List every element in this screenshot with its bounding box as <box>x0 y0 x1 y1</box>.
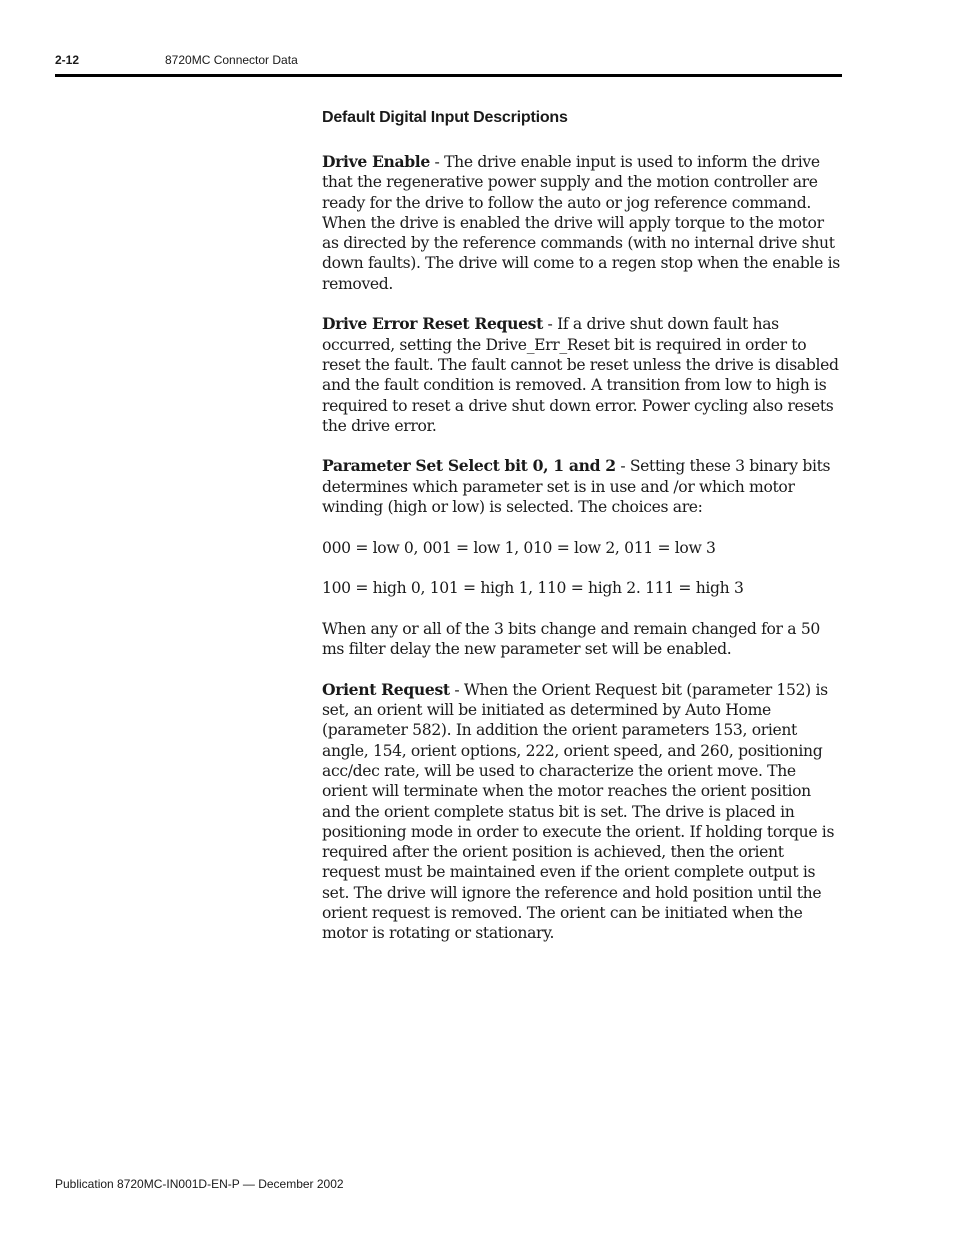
orient-request-term: Orient Request <box>322 679 450 699</box>
bit-change-note: When any or all of the 3 bits change and remain changed for a 50 ms filter delay the new parameter set will be enabled. <box>322 619 820 659</box>
page-footer: Publication 8720MC-IN001D-EN-P — December 2002 <box>55 1177 344 1191</box>
drive-error-reset-text: - If a drive shut down fault has occurred, setting the Drive_Err_Reset bit is required in order to reset the fault. The fault cannot be reset unless the drive is disabled and the fault condition is removed. A transition from low to high is required to reset a drive shut down error. Power cycling also resets the drive error. <box>322 315 839 435</box>
drive-enable-text: - The drive enable input is used to inform the drive that the regenerative power supply and the motion controller are ready for the drive to follow the auto or jog reference command. When the drive is enabled the drive will apply torque to the motor as directed by the reference commands (with no internal drive shut down faults). The drive will come to a regen stop when the enable is removed. <box>322 153 840 293</box>
orient-request-paragraph <box>322 680 842 944</box>
header-rule <box>55 74 842 77</box>
drive-error-reset-paragraph <box>322 314 842 436</box>
parameter-set-select-paragraph <box>322 456 842 517</box>
orient-request-text: - When the Orient Request bit (parameter 152) is set, an orient will be initiated as determined by Auto Home (parameter 582). In addition the orient parameters 153, orient angle, 154, orient options, 222, orient speed, and 260, positioning acc/dec rate, will be used to characterize the orient move. The orient will terminate when the motor reaches the orient position and the orient complete status bit is set. The drive is placed in positioning mode in order to execute the orient. If holding torque is required after the orient position is achieved, then the orient request must be maintained even if the orient complete output is set. The drive will ignore the reference and hold position until the orient request is removed. The orient can be initiated when the motor is rotating or stationary. <box>322 680 835 943</box>
choices-low-line: 000 = low 0, 001 = low 1, 010 = low 2, 011 = low 3 <box>322 538 716 557</box>
page-number: 2-12 <box>55 53 80 67</box>
drive-error-reset-term: Drive Error Reset Request <box>322 314 543 334</box>
section-heading: Default Digital Input Descriptions <box>322 109 568 126</box>
chapter-title: 8720MC Connector Data <box>165 53 298 67</box>
drive-enable-term: Drive Enable <box>322 152 430 171</box>
drive-enable-paragraph <box>322 152 842 294</box>
parameter-set-select-term: Parameter Set Select bit 0, 1 and 2 <box>322 456 616 476</box>
page-header <box>55 52 842 76</box>
main-content <box>322 107 842 964</box>
parameter-set-select-text: - Setting these 3 binary bits determines which parameter set is in use and /or which motor winding (high or low) is selected. The choices are: <box>322 457 831 517</box>
choices-high-line: 100 = high 0, 101 = high 1, 110 = high 2. 111 = high 3 <box>322 579 744 598</box>
